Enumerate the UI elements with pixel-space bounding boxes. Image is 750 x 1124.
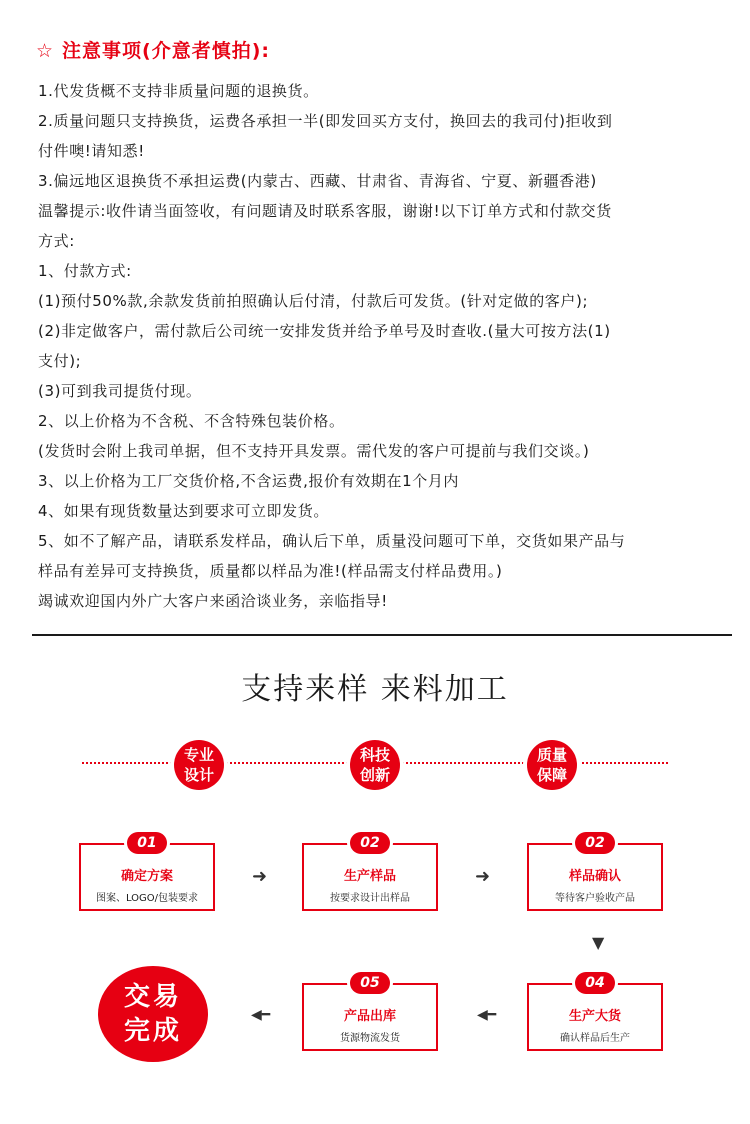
- arrow-right-icon: ➜: [475, 866, 491, 887]
- notice-title: [36, 36, 270, 63]
- badge-text: 创新: [359, 766, 390, 784]
- done-text: 交易: [123, 982, 182, 1012]
- notice-line: (发货时会附上我司单据，但不支持开具发票。需代发的客户可提前与我们交谈。): [38, 442, 590, 460]
- notice-line: 方式:: [38, 232, 75, 250]
- step-desc: 图案、LOGO/包装要求: [95, 893, 199, 904]
- step-sample-confirm: [527, 835, 663, 911]
- notice-line: (3)可到我司提货付现。: [38, 382, 202, 400]
- badge-quality: [527, 740, 577, 790]
- step-desc: 确认样品后生产: [560, 1033, 630, 1044]
- notice-line: 3.偏远地区退换货不承担运费(内蒙古、西藏、甘肃省、青海省、宁夏、新疆香港): [38, 172, 597, 190]
- notice-title-text: 注意事项(介意者慎拍):: [62, 40, 271, 62]
- done-text: 完成: [123, 1016, 182, 1046]
- step-number: 05: [350, 972, 390, 994]
- star-icon: ☆: [36, 40, 55, 62]
- badge-text: 科技: [359, 746, 390, 764]
- notice-line: 2.质量问题只支持换货，运费各承担一半(即发回买方支付，换回去的我司付)拒收到: [38, 112, 613, 130]
- step-warehouse-out: [302, 975, 438, 1051]
- notice-line: 付件噢!请知悉!: [38, 142, 145, 160]
- step-desc: 货源物流发货: [340, 1033, 400, 1044]
- notice-line: 5、如不了解产品，请联系发样品，确认后下单，质量没问题可下单，交货如果产品与: [38, 532, 626, 550]
- step-desc: 等待客户验收产品: [555, 893, 635, 904]
- notice-line: 样品有差异可支持换货，质量都以样品为准!(样品需支付样品费用。): [38, 562, 503, 580]
- notice-line: 2、以上价格为不含税、不含特殊包装价格。: [38, 412, 345, 430]
- step-number: 02: [350, 832, 390, 854]
- step-title: 生产样品: [343, 869, 396, 884]
- notice-line: 4、如果有现货数量达到要求可立即发货。: [38, 502, 329, 520]
- badge-text: 质量: [536, 746, 567, 764]
- notice-line: (1)预付50%款,余款发货前拍照确认后付清，付款后可发货。(针对定做的客户);: [38, 292, 589, 310]
- step-number: 01: [127, 832, 167, 854]
- step-number: 04: [575, 972, 615, 994]
- step-title: 产品出库: [343, 1009, 396, 1024]
- process-title: 支持来样 来料加工: [241, 672, 509, 707]
- notice-line: 支付);: [38, 352, 82, 370]
- step-title: 样品确认: [568, 869, 621, 884]
- step-mass-production: [527, 975, 663, 1051]
- step-title: 确定方案: [120, 869, 173, 884]
- notice-line: 1、付款方式:: [38, 262, 132, 280]
- notice-line: 竭诚欢迎国内外广大客户来函洽谈业务，亲临指导!: [38, 592, 388, 610]
- transaction-complete-badge: [98, 966, 208, 1062]
- badge-design: [174, 740, 224, 790]
- step-confirm-plan: [79, 835, 215, 911]
- step-desc: 按要求设计出样品: [330, 893, 410, 904]
- step-produce-sample: [302, 835, 438, 911]
- notice-line: 1.代发货概不支持非质量问题的退换货。: [38, 82, 319, 100]
- step-title: 生产大货: [568, 1009, 621, 1024]
- step-number: 02: [575, 832, 615, 854]
- notice-line: 温馨提示:收件请当面签收，有问题请及时联系客服，谢谢!以下订单方式和付款交货: [38, 202, 612, 220]
- notice-body: [38, 76, 728, 616]
- arrow-left-icon: ◀━: [477, 1007, 497, 1023]
- badge-innovation: [350, 740, 400, 790]
- notice-line: (2)非定做客户，需付款后公司统一安排发货并给予单号及时查收.(量大可按方法(1): [38, 322, 611, 340]
- badge-text: 设计: [183, 766, 214, 784]
- arrow-right-icon: ➜: [252, 866, 268, 887]
- arrow-left-icon: ◀━: [251, 1007, 271, 1023]
- notice-line: 3、以上价格为工厂交货价格,不含运费,报价有效期在1个月内: [38, 472, 460, 490]
- badge-text: 保障: [536, 766, 567, 784]
- section-divider: [32, 634, 732, 636]
- arrow-down-icon: ▼: [592, 933, 605, 952]
- badge-text: 专业: [183, 746, 214, 764]
